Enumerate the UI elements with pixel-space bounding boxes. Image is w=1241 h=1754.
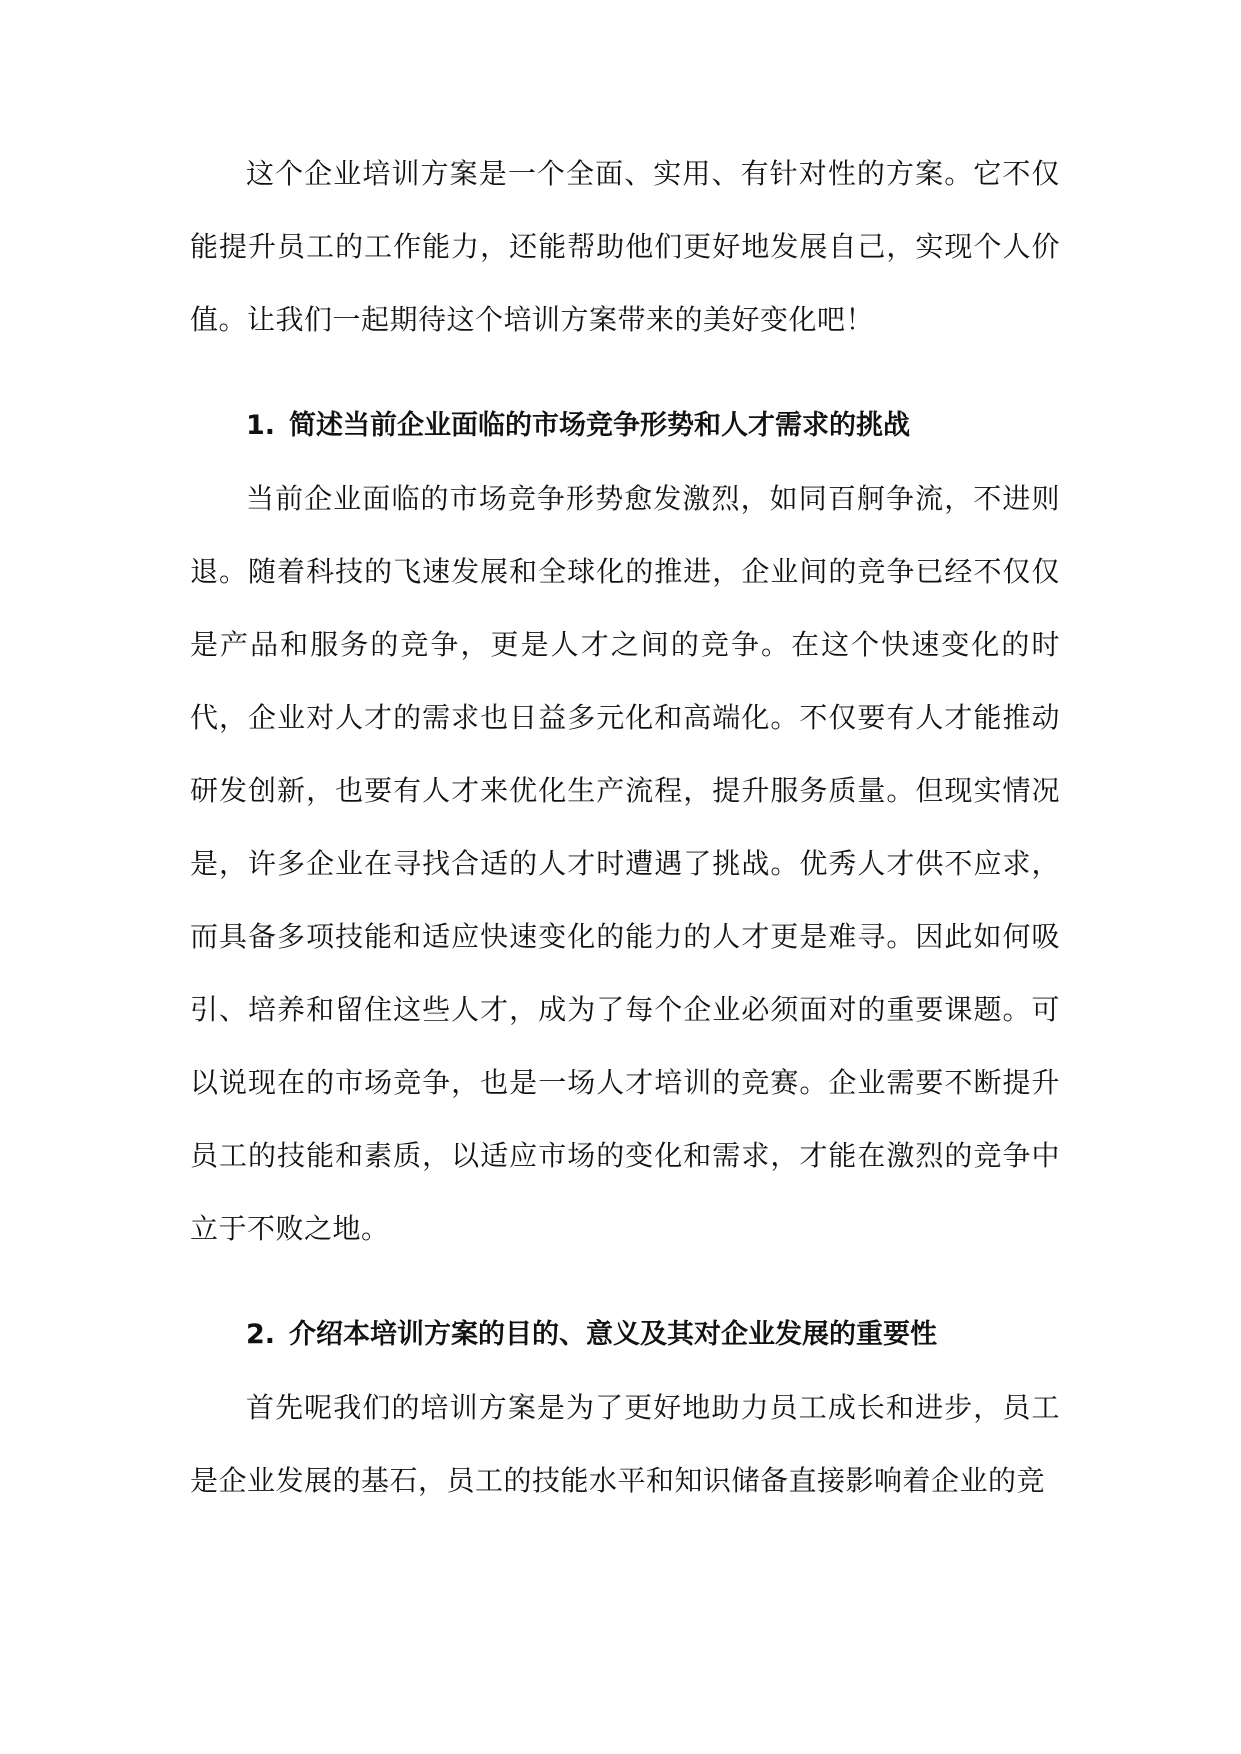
intro-paragraph: 这个企业培训方案是一个全面、实用、有针对性的方案。它不仅能提升员工的工作能力，还能帮助他们更好地发展自己，实现个人价值。让我们一起期待这个培训方案带来的美好变化吧！ <box>190 157 1060 336</box>
section-paragraph-1: 当前企业面临的市场竞争形势愈发激烈，如同百舸争流，不进则退。随着科技的飞速发展和全球化的推进，企业间的竞争已经不仅仅是产品和服务的竞争，更是人才之间的竞争。在这个快速变化的时代，企业对人才的需求也日益多元化和高端化。不仅要有人才能推动研发创新，也要有人才来优化生产流程，提升服务质量。但现实情况是，许多企业在寻找合适的人才时遭遇了挑战。优秀人才供不应求，而具备多项技能和适应快速变化的能力的人才更是难寻。因此如何吸引、培养和留住这些人才，成为了每个企业必须面对的重要课题。可以说现在的市场竞争，也是一场人才培训的竞赛。企业需要不断提升员工的技能和素质，以适应市场的变化和需求，才能在激烈的竞争中立于不败之地。 <box>190 482 1060 1245</box>
section-paragraph-2: 首先呢我们的培训方案是为了更好地助力员工成长和进步，员工是企业发展的基石，员工的技能水平和知识储备直接影响着企业的竞 <box>190 1391 1060 1497</box>
document-body <box>190 137 1060 1517</box>
section-heading-1 <box>190 389 1060 462</box>
section-heading-2 <box>190 1298 1060 1371</box>
section-title-1: 简述当前企业面临的市场竞争形势和人才需求的挑战 <box>289 410 911 441</box>
section-number-2: 2. <box>246 1319 276 1350</box>
section-number-1: 1. <box>246 410 276 441</box>
section-title-2: 介绍本培训方案的目的、意义及其对企业发展的重要性 <box>289 1319 938 1350</box>
